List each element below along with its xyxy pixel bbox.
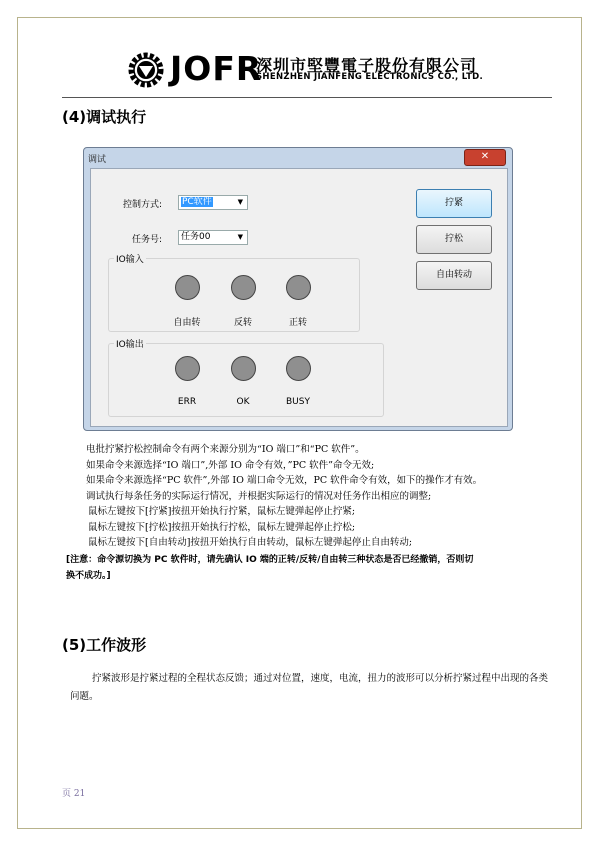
- section-5-heading: (5)工作波形: [62, 636, 147, 654]
- waveform-paragraph: 拧紧波形是拧紧过程的全程状态反馈；通过对位置，速度，电流，扭力的波形可以分析拧紧过程中出现的各类问题。: [70, 673, 549, 702]
- warning-note-line: 换不成功。]: [66, 571, 111, 581]
- tighten-button[interactable]: 拧紧: [416, 189, 492, 218]
- company-name-cn: 深圳市堅豐電子股份有限公司: [256, 56, 478, 75]
- led-free-turn-input: [175, 275, 200, 300]
- dialog-title: 调试: [88, 155, 107, 165]
- led-label: OK: [236, 397, 250, 407]
- led-err-output: [175, 356, 200, 381]
- brand-name: JOFR: [170, 49, 263, 88]
- control-mode-label: 控制方式:: [123, 200, 163, 210]
- task-number-label: 任务号:: [132, 235, 163, 245]
- company-name-en: SHENZHEN JIANFENG ELECTRONICS CO., LTD.: [256, 72, 484, 82]
- page-number: 页 21: [62, 789, 86, 799]
- dropdown-arrow-icon: ▼: [237, 233, 243, 241]
- task-number-select[interactable]: [178, 230, 248, 245]
- task-number-value: 任务00: [181, 232, 211, 242]
- led-label: ERR: [177, 397, 197, 407]
- dialog-client-area: [90, 168, 508, 427]
- control-mode-value: PC软件: [182, 197, 212, 207]
- instruction-line: 如果命令来源选择“IO 端口”,外部 IO 命令有效，”PC 软件”命令无效;: [86, 459, 375, 471]
- header-divider: [62, 97, 552, 98]
- led-label: BUSY: [286, 397, 310, 407]
- instruction-line: 鼠标左键按下[拧紧]按扭开始执行拧紧，鼠标左键弹起停止拧紧;: [88, 506, 356, 517]
- control-mode-select[interactable]: [178, 195, 248, 210]
- led-label: 自由转: [173, 318, 201, 328]
- warning-note: [66, 552, 556, 584]
- instruction-line: 鼠标左键按下[自由转动]按扭开始执行自由转动，鼠标左键弹起停止自由转动;: [88, 537, 413, 548]
- free-turn-button[interactable]: 自由转动: [416, 261, 492, 290]
- led-forward-input: [286, 275, 311, 300]
- instruction-line: 调试执行每条任务的实际运行情况，并根据实际运行的情况对任务作出相应的调整;: [86, 490, 432, 502]
- instruction-line: 电批拧紧拧松控制命令有两个来源分别为“IO 端口”和“PC 软件”。: [86, 444, 365, 455]
- warning-note-line: [注意：命令源切换为 PC 软件时，请先确认 IO 端的正转/反转/自由转三种状态是否已经撤销，否则切: [66, 555, 474, 565]
- close-button[interactable]: ✕: [464, 149, 506, 166]
- io-output-group: [108, 340, 384, 417]
- led-reverse-input: [231, 275, 256, 300]
- loosen-button[interactable]: 拧松: [416, 225, 492, 254]
- led-ok-output: [231, 356, 256, 381]
- io-input-group: [108, 255, 360, 332]
- led-label: 反转: [233, 318, 252, 328]
- led-busy-output: [286, 356, 311, 381]
- io-output-label: IO输出: [114, 337, 146, 350]
- section-4-heading: (4)调试执行: [62, 108, 147, 126]
- led-label: 正转: [288, 318, 307, 328]
- debug-dialog: [83, 147, 513, 431]
- instruction-line: 鼠标左键按下[拧松]按扭开始执行拧松，鼠标左键弹起停止拧松;: [88, 521, 356, 533]
- gear-logo-icon: [128, 52, 164, 88]
- instruction-line: 如果命令来源选择“PC 软件”,外部 IO 端口命令无效，PC 软件命令有效，如下的操作才有效。: [86, 475, 483, 486]
- instructions-text: [86, 442, 556, 551]
- dropdown-arrow-icon: ▼: [237, 198, 243, 206]
- io-input-label: IO输入: [114, 252, 146, 265]
